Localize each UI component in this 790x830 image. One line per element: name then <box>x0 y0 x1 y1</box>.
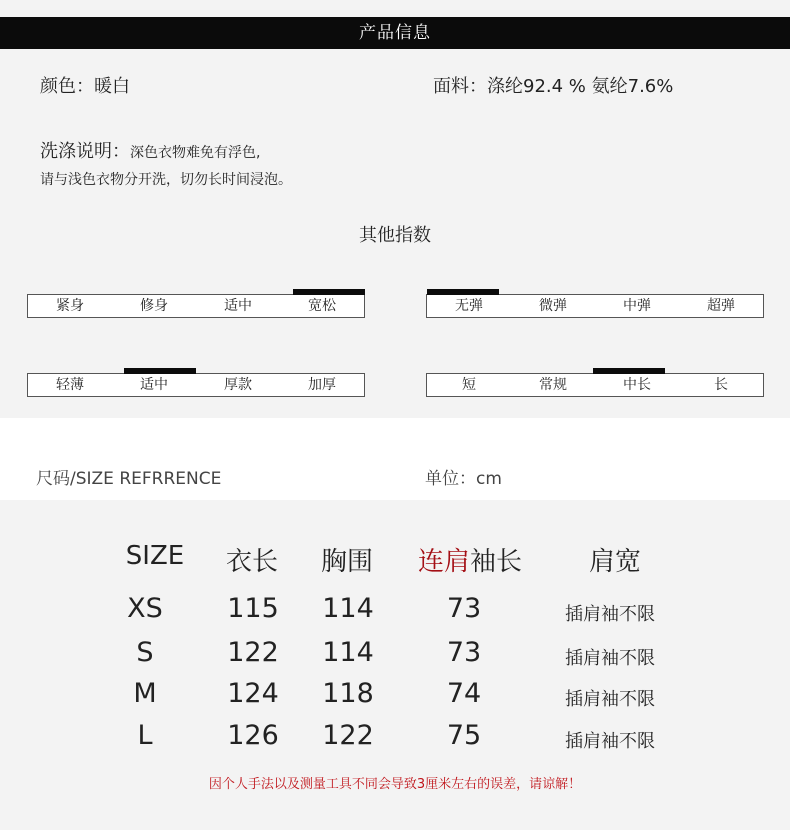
fabric-label: 面料： <box>433 76 487 97</box>
scale-option: 中弹 <box>623 298 651 314</box>
header-chest: 胸围 <box>320 547 373 577</box>
cell-sleeve: 75 <box>446 720 482 751</box>
cell-shoulder: 插肩袖不限 <box>565 731 655 752</box>
unit-label: 单位：cm <box>425 469 502 489</box>
scale-option: 紧身 <box>56 298 84 314</box>
cell-chest: 118 <box>322 678 374 709</box>
color-label: 颜色： <box>40 76 94 97</box>
scale-option: 宽松 <box>308 298 336 314</box>
cell-size: S <box>136 637 154 668</box>
size-reference-label: 尺码/SIZE REFRRENCE <box>36 469 222 489</box>
cell-size: L <box>137 720 153 751</box>
elasticity-scale <box>426 294 764 318</box>
scale-option: 超弹 <box>707 298 735 314</box>
wash-line-2: 请与浅色衣物分开洗，切勿长时间浸泡。 <box>40 172 292 188</box>
cell-size: XS <box>127 593 163 624</box>
header-sleeve-rest: 袖长 <box>470 547 523 577</box>
header-sleeve-accent: 连肩 <box>417 547 470 577</box>
scale-option: 中长 <box>623 377 651 393</box>
scale-option: 加厚 <box>308 377 336 393</box>
wash-label: 洗涤说明： <box>40 141 130 162</box>
cell-length: 115 <box>227 593 279 624</box>
cell-sleeve: 73 <box>446 637 482 668</box>
thickness-scale <box>27 373 365 397</box>
length-scale <box>426 373 764 397</box>
cell-sleeve: 74 <box>446 678 482 709</box>
scale-option: 厚款 <box>224 377 252 393</box>
fabric-value: 涤纶92.4 % 氨纶7.6% <box>487 76 674 97</box>
header-sleeve <box>405 541 535 578</box>
header-size: SIZE <box>125 541 185 571</box>
scale-option: 微弹 <box>539 298 567 314</box>
indices-title: 其他指数 <box>359 225 431 246</box>
scale-option: 适中 <box>224 298 252 314</box>
cell-chest: 114 <box>322 593 374 624</box>
cell-length: 126 <box>227 720 279 751</box>
cell-size: M <box>133 678 157 709</box>
scale-option: 长 <box>714 377 728 393</box>
cell-length: 122 <box>227 637 279 668</box>
scale-option: 无弹 <box>455 298 483 314</box>
scale-option: 修身 <box>140 298 168 314</box>
measurement-note: 因个人手法以及测量工具不同会导致3厘米左右的误差，请谅解！ <box>208 777 582 792</box>
cell-chest: 114 <box>322 637 374 668</box>
cell-shoulder: 插肩袖不限 <box>565 604 655 625</box>
color-value: 暖白 <box>94 76 130 97</box>
cell-shoulder: 插肩袖不限 <box>565 689 655 710</box>
cell-sleeve: 73 <box>446 593 482 624</box>
wash-line-1: 深色衣物难免有浮色, <box>130 145 261 161</box>
scale-option: 常规 <box>539 377 567 393</box>
scale-option: 短 <box>462 377 476 393</box>
header-length: 衣长 <box>225 547 278 577</box>
color-info <box>40 72 130 98</box>
wash-info <box>40 137 260 163</box>
fabric-info <box>433 72 673 98</box>
scale-option: 轻薄 <box>56 377 84 393</box>
page-title: 产品信息 <box>359 23 431 43</box>
fit-scale <box>27 294 365 318</box>
header-shoulder: 肩宽 <box>588 547 641 577</box>
cell-length: 124 <box>227 678 279 709</box>
cell-chest: 122 <box>322 720 374 751</box>
scale-option: 适中 <box>140 377 168 393</box>
cell-shoulder: 插肩袖不限 <box>565 648 655 669</box>
